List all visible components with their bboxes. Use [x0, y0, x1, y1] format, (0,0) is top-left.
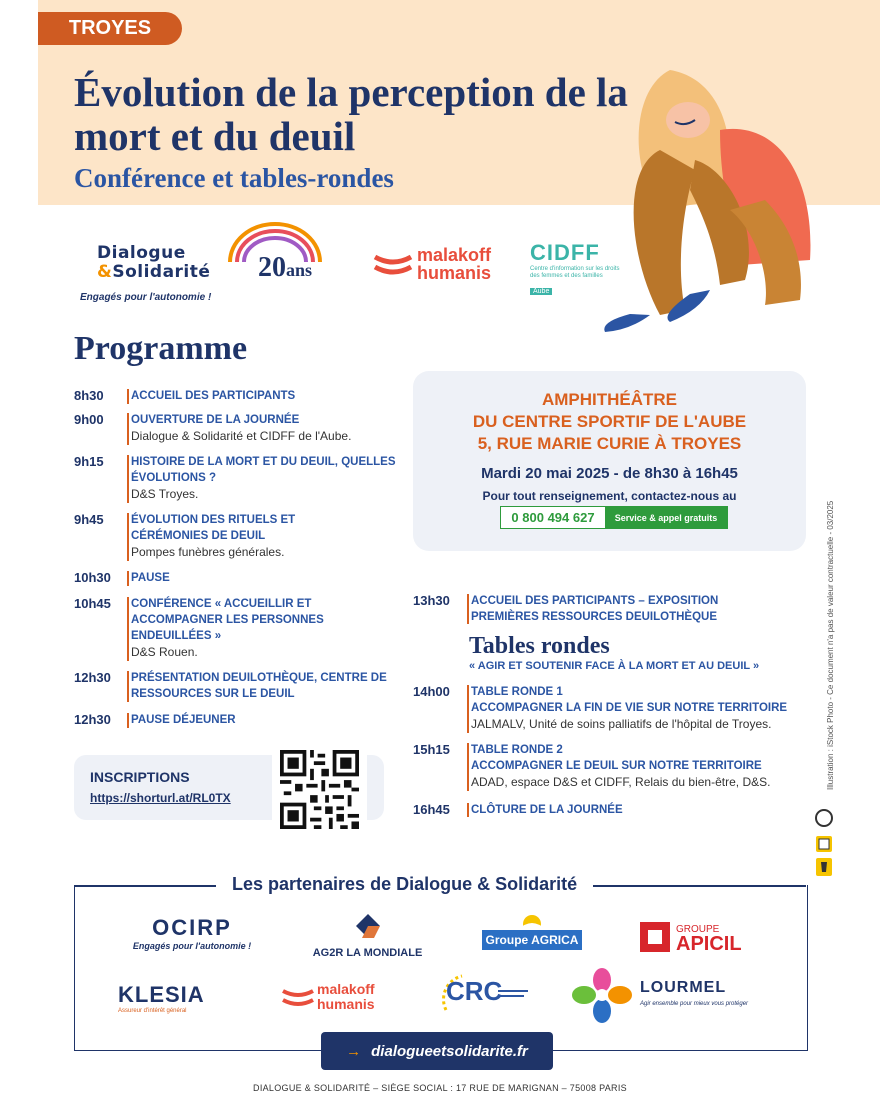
schedule-heading: CLÔTURE DE LA JOURNÉE: [471, 804, 623, 816]
schedule-divider: [467, 803, 469, 817]
website-link[interactable]: dialogueetsolidarite.fr: [371, 1042, 528, 1060]
ds-tagline: Engagés pour l'autonomie !: [80, 292, 212, 303]
schedule-heading: OUVERTURE DE LA JOURNÉE: [131, 414, 300, 426]
phone-badge[interactable]: [500, 506, 728, 529]
apicil-square-icon: [640, 922, 670, 952]
cidff-description: Centre d'information sur les droits des femmes et des familles: [530, 266, 620, 279]
schedule-row: [74, 570, 404, 587]
qr-code-icon: [280, 750, 359, 829]
schedule-heading: PAUSE DÉJEUNER: [131, 714, 236, 726]
schedule-row: [74, 412, 404, 446]
schedule-divider: [127, 389, 129, 404]
ocirp-logo: [118, 915, 266, 951]
agrica-sun-icon: [512, 912, 552, 930]
inscriptions-link[interactable]: https://shorturl.at/RL0TX: [90, 791, 231, 805]
schedule-time: 8h30: [74, 388, 104, 403]
schedule-subheading: ACCOMPAGNER LE DEUIL SUR NOTRE TERRITOIRE: [471, 760, 762, 772]
qr-code[interactable]: [272, 742, 367, 837]
tables-rondes-subtitle: « AGIR ET SOUTENIR FACE À LA MORT ET AU DEUIL »: [469, 660, 760, 672]
schedule-row: [74, 596, 404, 662]
ds-amp: &: [97, 262, 113, 282]
malakoff-text: malakoff: [417, 245, 492, 265]
lourmel-flower-icon: [572, 968, 632, 1023]
apicil-logo: [640, 922, 742, 955]
schedule-time: 14h00: [413, 684, 450, 699]
agrica-logo: [482, 912, 582, 950]
schedule-heading: ACCUEIL DES PARTICIPANTS: [131, 390, 296, 402]
dialogue-solidarite-logo: [97, 244, 210, 282]
schedule-time: 9h00: [74, 412, 104, 427]
schedule-divider: [127, 713, 129, 728]
vertical-credit: Illustration : iStock Photo - Ce document n'a pas de valeur contractuelle - 03/2025: [826, 500, 835, 790]
page-subtitle: Conférence et tables-rondes: [74, 163, 394, 193]
schedule-row: [413, 593, 833, 625]
schedule-heading: CONFÉRENCE « ACCUEILLIR ET ACCOMPAGNER LES PERSONNES ENDEUILLÉES »: [131, 598, 324, 642]
ag2r-shape-icon: [348, 912, 388, 942]
malakoff-wave-icon: [282, 985, 314, 1009]
venue-card: [413, 371, 806, 551]
schedule-row: [413, 802, 833, 818]
klesia-logo: [118, 982, 228, 1014]
schedule-heading: ÉVOLUTION DES RITUELS ET CÉRÉMONIES DE DEUIL: [131, 514, 296, 542]
cidff-logo: [530, 240, 625, 298]
schedule-time: 10h30: [74, 570, 111, 585]
schedule-detail: D&S Rouen.: [131, 645, 198, 659]
lourmel-logo: [572, 968, 748, 1023]
schedule-divider: [467, 685, 469, 733]
schedule-row: [74, 454, 404, 504]
schedule-detail: ADAD, espace D&S et CIDFF, Relais du bien-être, D&S.: [471, 775, 771, 789]
schedule-detail: JALMALV, Unité de soins palliatifs de l'hôpital de Troyes.: [471, 717, 772, 731]
malakoff-humanis-logo: [373, 246, 491, 282]
ds-line1: Dialogue: [97, 243, 186, 263]
venue-line3: 5, RUE MARIE CURIE À TROYES: [477, 434, 742, 453]
agrica-text: Groupe AGRICA: [482, 930, 582, 950]
schedule-heading: TABLE RONDE 1: [471, 686, 563, 698]
schedule-row: [74, 512, 404, 562]
schedule-divider: [467, 594, 469, 624]
tables-rondes-title: Tables rondes: [469, 633, 610, 659]
schedule-heading: PAUSE: [131, 572, 170, 584]
schedule-row: [74, 388, 404, 405]
ocirp-text: OCIRP: [152, 915, 232, 940]
schedule-time: 9h15: [74, 454, 104, 469]
schedule-detail: Dialogue & Solidarité et CIDFF de l'Aube.: [131, 429, 352, 443]
apicil-text: APICIL: [676, 933, 742, 955]
schedule-detail: D&S Troyes.: [131, 487, 199, 501]
footer-address: DIALOGUE & SOLIDARITÉ – SIÈGE SOCIAL : 17 RUE DE MARIGNAN – 75008 PARIS: [253, 1083, 627, 1093]
anniversary-word: ans: [286, 260, 313, 280]
crc-text: CRC: [446, 976, 503, 1006]
schedule-heading: HISTOIRE DE LA MORT ET DU DEUIL, QUELLES ÉVOLUTIONS ?: [131, 456, 396, 484]
schedule-divider: [127, 413, 129, 445]
anniversary-number: 20: [258, 252, 286, 283]
schedule-time: 15h15: [413, 742, 450, 757]
malakoff-wave-icon: [373, 249, 413, 279]
ag2r-text: AG2R LA MONDIALE: [312, 947, 423, 959]
schedule-divider: [127, 597, 129, 661]
schedule-time: 13h30: [413, 593, 450, 608]
venue-line1: AMPHITHÉÂTRE: [541, 390, 678, 409]
programme-title: Programme: [74, 330, 248, 367]
woman-illustration: [590, 60, 825, 345]
anniversary-badge: [258, 252, 312, 284]
event-date: Mardi 20 mai 2025 - de 8h30 à 16h45: [481, 465, 738, 482]
ag2r-logo: [300, 912, 435, 959]
apicil-group-text: GROUPE: [676, 924, 720, 935]
arrow-right-icon: →: [346, 1042, 362, 1060]
recycling-icons: [813, 808, 835, 878]
ocirp-tagline: Engagés pour l'autonomie !: [132, 941, 252, 951]
humanis-text: humanis: [417, 263, 492, 283]
klesia-text: KLESIA: [118, 982, 205, 1007]
schedule-time: 16h45: [413, 802, 450, 817]
phone-note: Service & appel gratuits: [605, 507, 727, 528]
schedule-time: 12h30: [74, 670, 111, 685]
malakoff-partner-logo: [282, 982, 375, 1012]
schedule-time: 12h30: [74, 712, 111, 727]
cidff-text: CIDFF: [530, 240, 600, 265]
schedule-time: 9h45: [74, 512, 104, 527]
website-button[interactable]: [321, 1032, 553, 1070]
schedule-row: [74, 712, 404, 729]
schedule-subheading: ACCOMPAGNER LA FIN DE VIE SUR NOTRE TERRITOIRE: [471, 702, 788, 714]
inscriptions-label: INSCRIPTIONS: [90, 769, 190, 785]
schedule-heading: ACCUEIL DES PARTICIPANTS – EXPOSITION PREMIÈRES RESSOURCES DEUILOTHÈQUE: [471, 595, 719, 623]
lourmel-tagline: Agir ensemble pour mieux vous protéger: [640, 1000, 749, 1007]
schedule-divider: [127, 513, 129, 561]
cidff-badge: Aube: [530, 288, 552, 295]
humanis-text: humanis: [317, 996, 375, 1012]
phone-number[interactable]: 0 800 494 627: [511, 510, 595, 525]
klesia-tagline: Assureur d'intérêt général: [118, 1008, 187, 1014]
lourmel-text: LOURMEL: [640, 978, 727, 996]
schedule-row: [413, 684, 833, 734]
ds-line2: Solidarité: [112, 262, 211, 282]
city-tag: TROYES: [38, 12, 182, 45]
schedule-heading: PRÉSENTATION DEUILOTHÈQUE, CENTRE DE RESSOURCES SUR LE DEUIL: [131, 672, 387, 700]
schedule-time: 10h45: [74, 596, 111, 611]
partners-title: Les partenaires de Dialogue & Solidarité: [216, 874, 593, 895]
schedule-row: [74, 670, 404, 703]
schedule-divider: [127, 671, 129, 702]
contact-label: Pour tout renseignement, contactez-nous au: [482, 489, 737, 503]
page-title: Évolution de la perception de la mort et du deuil: [74, 69, 628, 159]
schedule-divider: [127, 571, 129, 586]
schedule-heading: TABLE RONDE 2: [471, 744, 563, 756]
schedule-detail: Pompes funèbres générales.: [131, 545, 285, 559]
venue-line2: DU CENTRE SPORTIF DE L'AUBE: [472, 412, 747, 431]
schedule-divider: [127, 455, 129, 503]
schedule-divider: [467, 743, 469, 791]
malakoff-text: malakoff: [317, 981, 375, 997]
schedule-row: [413, 742, 833, 792]
